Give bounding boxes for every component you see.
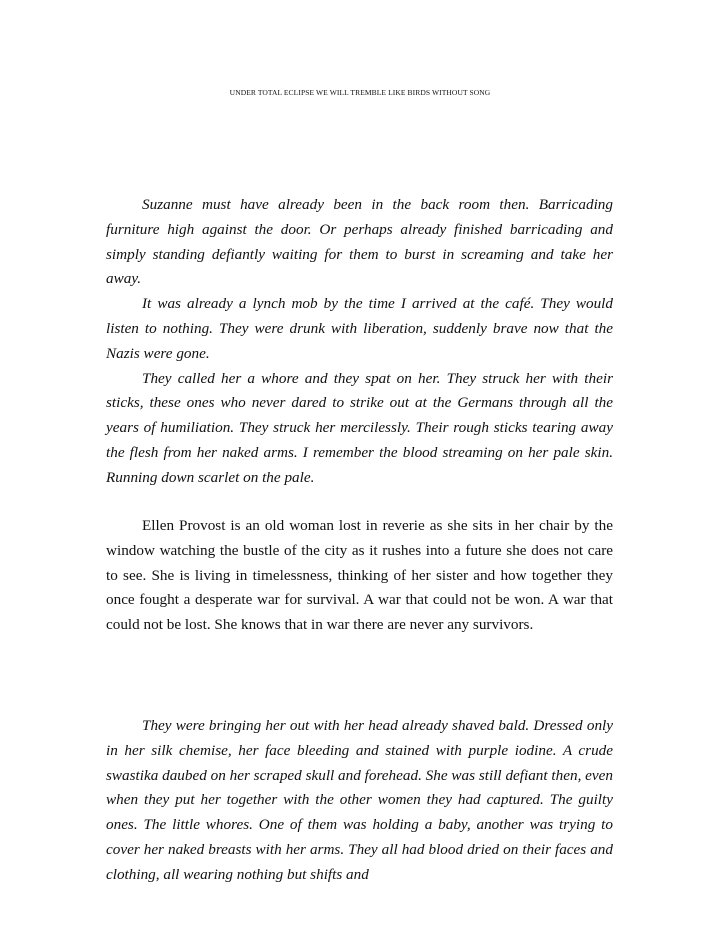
paragraph: Ellen Provost is an old woman lost in reverie as she sits in her chair by the window watching the bustle of the city as it rushes into a future she does not care to see. She is living in timelessness, thinking of her sister and how together they once fought a desperate war for survival. A war that could not be won. A war that could not be lost. She knows that in war there are never any survivors.: [106, 517, 613, 634]
flashback-section-1: [106, 193, 613, 491]
running-header: UNDER TOTAL ECLIPSE WE WILL TREMBLE LIKE BIRDS WITHOUT SONG: [229, 88, 491, 97]
paragraph: It was already a lynch mob by the time I arrived at the café. They would listen to nothing. They were drunk with liberation, suddenly brave now that the Nazis were gone.: [106, 295, 613, 362]
paragraph: Suzanne must have already been in the back room then. Barricading furniture high against the door. Or perhaps already finished barricading and simply standing defiantly waiting for them to burst in screaming and take her away.: [106, 196, 613, 288]
paragraph: They called her a whore and they spat on her. They struck her with their sticks, these ones who never dared to strike out at the Germans through all the years of humiliation. They struck her mercilessly. Their rough sticks tearing away the flesh from her naked arms. I remember the blood streaming on her pale skin. Running down scarlet on the pale.: [106, 369, 613, 486]
narrative-section: [106, 514, 613, 638]
flashback-section-2: [106, 714, 613, 888]
paragraph: They were bringing her out with her head already shaved bald. Dressed only in her silk chemise, her face bleeding and stained with purple iodine. A crude swastika daubed on her scraped skull and forehead. She was still defiant then, even when they put her together with the other women they had captured. The guilty ones. The little whores. One of them was holding a baby, another was trying to cover her naked breasts with her arms. They all had blood dried on their faces and clothing, all wearing nothing but shifts and: [106, 717, 613, 883]
